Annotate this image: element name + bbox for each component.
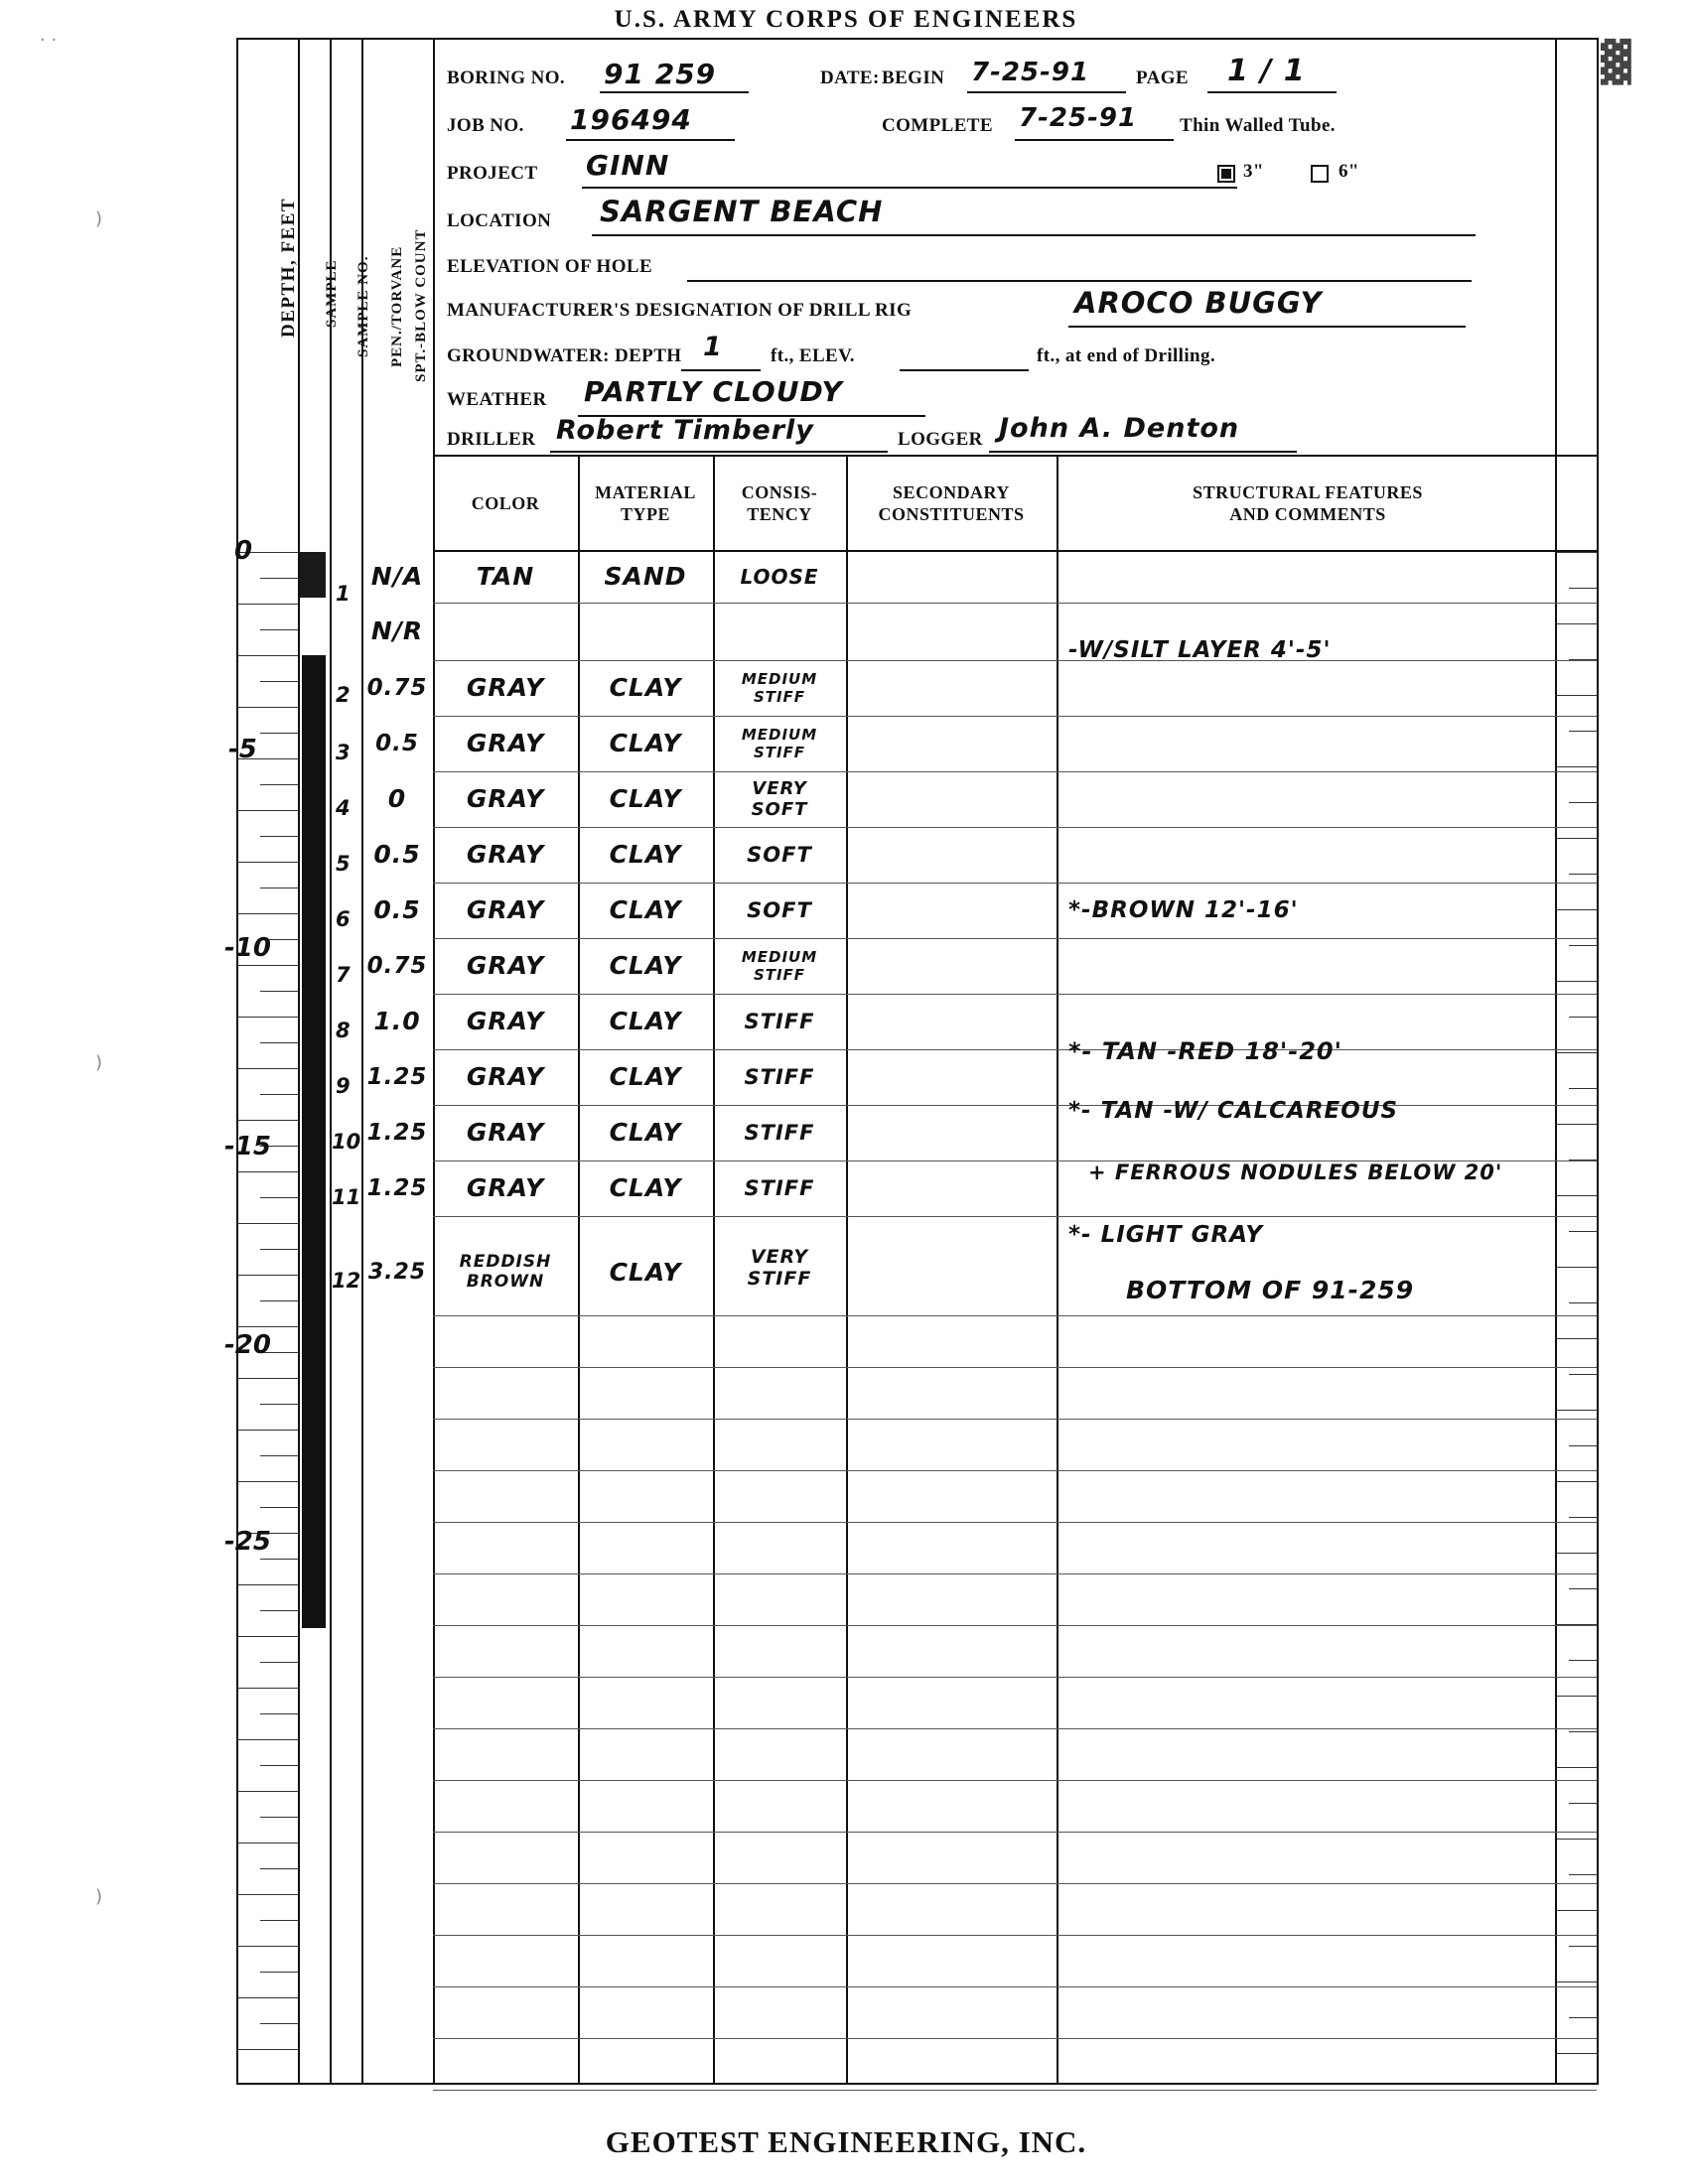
- cell-pen: 1.0: [373, 1007, 421, 1036]
- sample-no-9: 9: [336, 1074, 351, 1098]
- column-label-sample: SAMPLE: [324, 259, 340, 328]
- underline-groundwater-depth: [681, 369, 761, 371]
- cell-pen: 1.25: [366, 1120, 428, 1147]
- underline-logger: [989, 451, 1297, 453]
- depth-label-20: -20: [224, 1330, 271, 1360]
- cell-color: GRAY: [466, 729, 545, 758]
- scan-artifact: ): [95, 1052, 103, 1073]
- cell-comments: *- TAN -RED 18'-20': [1068, 1036, 1342, 1065]
- value-date-complete[interactable]: 7-25-91: [1019, 103, 1138, 133]
- sample-no-10: 10: [332, 1130, 361, 1154]
- label-thin-walled-tube: Thin Walled Tube.: [1180, 115, 1336, 136]
- sample-no-6: 6: [336, 907, 351, 931]
- cell-pen: 0.5: [373, 840, 421, 870]
- column-label-sample-no: SAMPLE NO.: [355, 255, 371, 357]
- underline-date-complete: [1015, 139, 1174, 141]
- value-groundwater-depth[interactable]: 1: [703, 332, 723, 362]
- cell-comments: *- LIGHT GRAY: [1068, 1221, 1264, 1248]
- cell-consistency: STIFF: [744, 1121, 815, 1146]
- cell-material: CLAY: [609, 729, 682, 758]
- cell-color: GRAY: [466, 1118, 545, 1148]
- cell-material: CLAY: [609, 1257, 682, 1287]
- cell-consistency: MEDIUM STIFF: [741, 948, 818, 984]
- cell-color: [433, 604, 578, 660]
- cell-pen: 0.5: [375, 731, 419, 757]
- cell-consistency: SOFT: [747, 843, 812, 868]
- column-rule-depth: [298, 40, 300, 2083]
- cell-consistency: SOFT: [747, 898, 812, 923]
- table-row[interactable]: [366, 939, 1597, 995]
- label-manufacturer: MANUFACTURER'S DESIGNATION OF DRILL RIG: [447, 300, 913, 321]
- label-job-no: JOB NO.: [447, 115, 524, 136]
- value-boring-no[interactable]: 91 259: [604, 58, 717, 90]
- table-row-blank[interactable]: [433, 1368, 1597, 1420]
- value-location[interactable]: SARGENT BEACH: [600, 195, 884, 228]
- cell-secondary: [846, 884, 1057, 938]
- cell-consistency: MEDIUM STIFF: [741, 670, 818, 706]
- table-row[interactable]: [375, 717, 1597, 772]
- cell-material: CLAY: [609, 1007, 682, 1036]
- boring-log-form: [224, 38, 1599, 2085]
- label-page: PAGE: [1136, 68, 1189, 88]
- cell-material: CLAY: [609, 1062, 682, 1092]
- table-row-blank[interactable]: [433, 1471, 1597, 1523]
- label-tube-6in: 6": [1339, 161, 1359, 182]
- cell-comments: *- TAN -W/ CALCAREOUS: [1068, 1098, 1399, 1125]
- table-column-headers: [433, 457, 1597, 552]
- label-boring-no: BORING NO.: [447, 68, 566, 88]
- value-project[interactable]: GINN: [586, 149, 670, 182]
- cell-color: GRAY: [466, 1062, 545, 1092]
- value-weather[interactable]: PARTLY CLOUDY: [584, 375, 843, 408]
- value-manufacturer[interactable]: AROCO BUGGY: [1074, 286, 1323, 320]
- cell-secondary: [846, 717, 1057, 771]
- scan-artifact-corner: ▓: [1601, 40, 1631, 85]
- table-row-blank[interactable]: [433, 1626, 1597, 1678]
- value-driller[interactable]: Robert Timberly: [556, 415, 814, 446]
- label-date: DATE:: [820, 68, 880, 88]
- table-row-blank[interactable]: [433, 1678, 1597, 1729]
- cell-pen: 1.25: [366, 1064, 428, 1091]
- label-location: LOCATION: [447, 210, 552, 231]
- sample-bar-continuous: [302, 655, 326, 1628]
- cell-secondary: [846, 1106, 1057, 1160]
- cell-secondary: [846, 1161, 1057, 1216]
- value-page[interactable]: 1 / 1: [1227, 54, 1306, 88]
- label-ft-at-end-of-drilling: ft., at end of Drilling.: [1037, 345, 1216, 366]
- depth-label-10: -10: [224, 933, 271, 963]
- table-row-blank[interactable]: [433, 1833, 1597, 1884]
- cell-pen: 0.75: [366, 953, 428, 980]
- cell-color: GRAY: [466, 673, 545, 703]
- table-row-blank[interactable]: [433, 1420, 1597, 1471]
- col-header-structural-features: STRUCTURAL FEATURES AND COMMENTS: [1193, 481, 1423, 524]
- cell-secondary: [846, 1247, 1057, 1298]
- table-row-blank[interactable]: [433, 1316, 1597, 1368]
- cell-comments: [1057, 552, 1571, 603]
- depth-label-15: -15: [224, 1132, 271, 1161]
- table-row[interactable]: [373, 828, 1597, 884]
- cell-consistency: VERY STIFF: [747, 1246, 812, 1290]
- value-logger[interactable]: John A. Denton: [999, 413, 1240, 444]
- table-row-blank[interactable]: [433, 1884, 1597, 1936]
- table-row-blank[interactable]: [433, 1781, 1597, 1833]
- cell-color: GRAY: [466, 895, 545, 925]
- cell-pen: 0.5: [373, 895, 421, 925]
- cell-secondary: [846, 995, 1057, 1049]
- underline-project: [582, 187, 1237, 189]
- column-rule-sample: [330, 40, 332, 2083]
- table-row-blank[interactable]: [433, 1729, 1597, 1781]
- column-label-pen-torvane: PEN./TORVANE: [389, 245, 405, 367]
- underline-elevation-of-hole: [687, 280, 1472, 282]
- label-project: PROJECT: [447, 163, 538, 184]
- cell-consistency: STIFF: [744, 1065, 815, 1090]
- scan-artifact: ): [95, 1886, 103, 1907]
- cell-comments: [1057, 772, 1571, 827]
- sample-no-12: 12: [332, 1269, 361, 1293]
- cell-consistency: MEDIUM STIFF: [741, 726, 818, 761]
- sample-no-2: 2: [336, 683, 351, 707]
- cell-material: CLAY: [609, 840, 682, 870]
- label-begin: BEGIN: [882, 68, 945, 88]
- label-weather: WEATHER: [447, 389, 547, 410]
- sample-no-3: 3: [336, 741, 351, 764]
- label-elevation-of-hole: ELEVATION OF HOLE: [447, 256, 653, 277]
- col-header-consistency: CONSIS- TENCY: [741, 481, 818, 524]
- label-logger: LOGGER: [898, 429, 983, 450]
- sample-no-11: 11: [332, 1185, 361, 1209]
- table-row-blank[interactable]: [433, 1523, 1597, 1574]
- col-header-secondary-constituents: SECONDARY CONSTITUENTS: [878, 481, 1025, 524]
- cell-comments: + FERROUS NODULES BELOW 20': [1088, 1160, 1503, 1184]
- cell-pen: 1.25: [366, 1175, 428, 1202]
- cell-pen: 3.25: [367, 1260, 427, 1286]
- cell-color: GRAY: [466, 1007, 545, 1036]
- cell-color: GRAY: [466, 784, 545, 814]
- underline-driller: [550, 451, 888, 453]
- cell-pen: 0: [387, 784, 407, 814]
- label-complete: COMPLETE: [882, 115, 993, 136]
- table-row-blank[interactable]: [433, 1987, 1597, 2039]
- table-row[interactable]: [370, 552, 1597, 604]
- cell-comments: [1057, 828, 1571, 883]
- sample-bar-1: [300, 552, 326, 598]
- cell-comments: *-BROWN 12'-16': [1068, 897, 1299, 924]
- checkbox-tube-6in[interactable]: [1311, 165, 1329, 183]
- cell-comments: -W/SILT LAYER 4'-5': [1068, 637, 1332, 664]
- table-row[interactable]: [373, 884, 1597, 939]
- cell-color: TAN: [476, 562, 535, 592]
- table-row[interactable]: [367, 1217, 1597, 1316]
- cell-material: CLAY: [609, 673, 682, 703]
- column-label-depth-feet: DEPTH, FEET: [278, 197, 299, 338]
- table-row[interactable]: [387, 772, 1597, 828]
- table-row-blank[interactable]: [433, 1574, 1597, 1626]
- sample-no-1: 1: [336, 582, 351, 606]
- cell-color: GRAY: [466, 1173, 545, 1203]
- label-tube-3in: 3": [1243, 161, 1264, 182]
- company-footer: GEOTEST ENGINEERING, INC.: [605, 2124, 1087, 2159]
- depth-label-0: 0: [234, 536, 253, 566]
- cell-comments: [1057, 717, 1571, 771]
- cell-material: CLAY: [609, 951, 682, 981]
- label-driller: DRILLER: [447, 429, 536, 450]
- page-title: U.S. ARMY CORPS OF ENGINEERS: [614, 6, 1078, 33]
- cell-pen: 0.75: [366, 675, 428, 702]
- cell-color: REDDISH BROWN: [459, 1252, 552, 1292]
- cell-secondary: [846, 828, 1057, 883]
- sample-no-5: 5: [336, 852, 351, 876]
- underline-boring-no: [600, 91, 749, 93]
- cell-comments: [1057, 939, 1571, 994]
- label-ft-elev: ft., ELEV.: [771, 345, 855, 366]
- sample-no-4: 4: [336, 796, 351, 820]
- cell-pen: N/A: [370, 562, 424, 592]
- underline-location: [592, 234, 1476, 236]
- table-body: [366, 552, 1597, 2083]
- value-job-no[interactable]: 196494: [570, 103, 692, 136]
- checkbox-tube-3in[interactable]: [1217, 165, 1235, 183]
- cell-secondary: [846, 661, 1057, 716]
- underline-job-no: [566, 139, 735, 141]
- depth-label-25: -25: [224, 1527, 271, 1557]
- cell-material: CLAY: [609, 1173, 682, 1203]
- col-header-material-type: MATERIAL TYPE: [595, 481, 696, 524]
- col-header-color: COLOR: [471, 492, 540, 513]
- label-groundwater: GROUNDWATER: DEPTH: [447, 345, 682, 366]
- cell-pen: N/R: [370, 616, 424, 646]
- cell-color: GRAY: [466, 840, 545, 870]
- underline-manufacturer: [1068, 326, 1466, 328]
- cell-consistency: VERY SOFT: [751, 777, 808, 820]
- cell-material: [578, 604, 713, 660]
- cell-secondary: [846, 552, 1057, 603]
- cell-color: GRAY: [466, 951, 545, 981]
- cell-material: SAND: [604, 562, 687, 592]
- right-depth-ruler: [1557, 40, 1597, 2083]
- cell-material: CLAY: [609, 1118, 682, 1148]
- sample-no-7: 7: [336, 963, 351, 987]
- table-row[interactable]: [366, 637, 1597, 717]
- cell-secondary: [846, 772, 1057, 827]
- depth-label-5: -5: [228, 735, 257, 764]
- table-row-blank[interactable]: [433, 1936, 1597, 1987]
- column-label-spt-blow-count: SPT.-BLOW COUNT: [413, 228, 429, 382]
- cell-secondary: [846, 939, 1057, 994]
- sample-no-8: 8: [336, 1019, 351, 1042]
- cell-consistency: [713, 604, 846, 660]
- value-date-begin[interactable]: 7-25-91: [971, 58, 1090, 87]
- cell-material: CLAY: [609, 784, 682, 814]
- header-block: [433, 40, 1597, 457]
- underline-page: [1207, 91, 1337, 93]
- bottom-of-boring-note: BOTTOM OF 91-259: [1126, 1275, 1415, 1304]
- cell-consistency: STIFF: [744, 1010, 815, 1034]
- table-row-blank[interactable]: [433, 2039, 1597, 2091]
- cell-secondary: [846, 1050, 1057, 1105]
- underline-date-begin: [967, 91, 1126, 93]
- underline-groundwater-elev: [900, 369, 1029, 371]
- cell-consistency: LOOSE: [740, 565, 819, 589]
- cell-consistency: STIFF: [744, 1176, 815, 1201]
- cell-secondary: [846, 604, 1057, 660]
- cell-material: CLAY: [609, 895, 682, 925]
- scan-artifact: ): [95, 208, 103, 229]
- scan-artifact: · ·: [40, 30, 58, 51]
